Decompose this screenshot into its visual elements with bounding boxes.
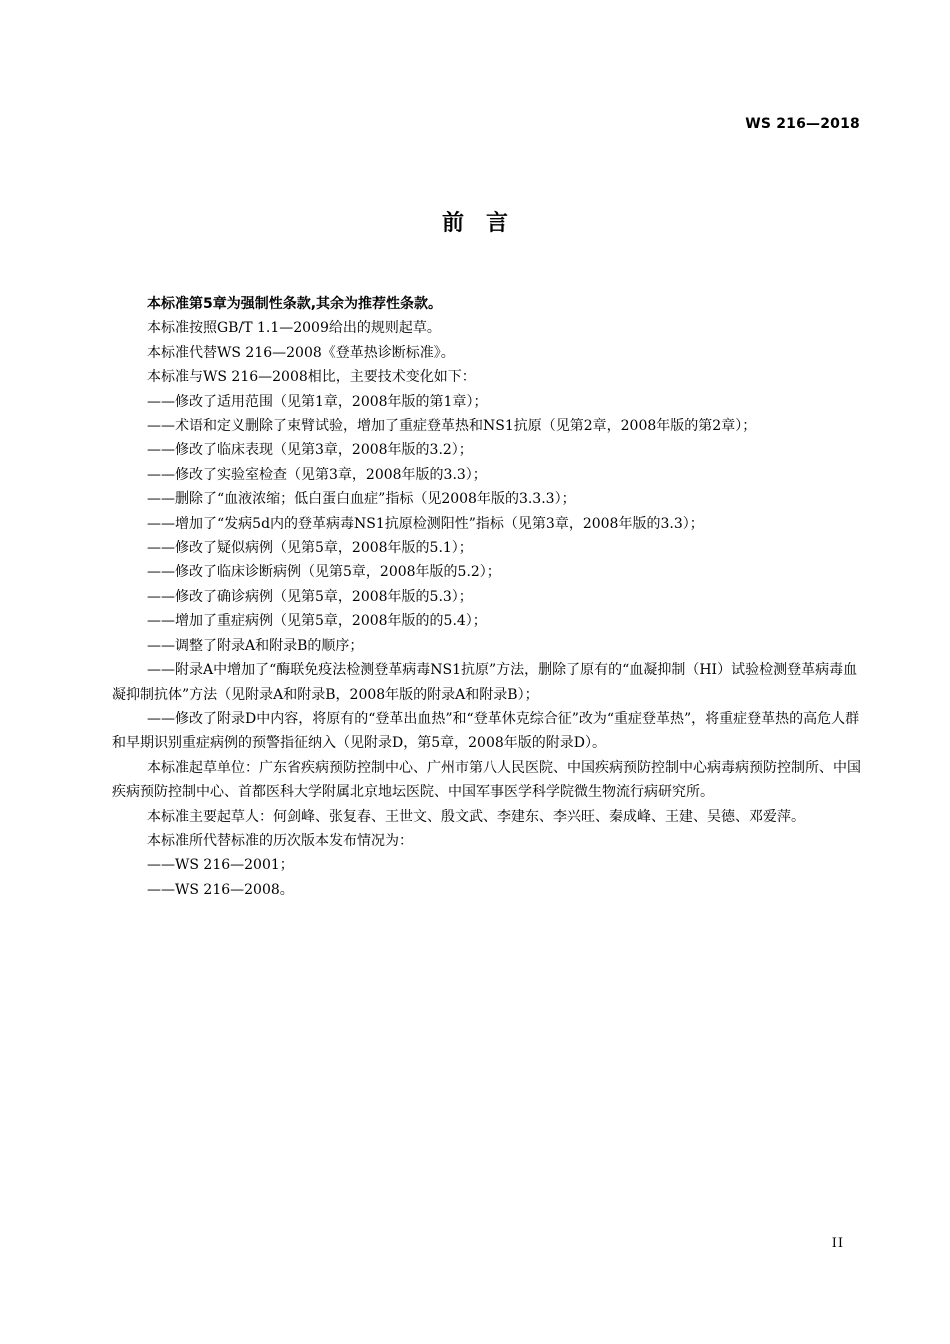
change-item: ——增加了“发病5d内的登革病毒NS1抗原检测阳性”指标（见第3章，2008年版的3.3）； <box>147 515 704 532</box>
previous-edition-item: ——WS 216—2001； <box>147 857 294 874</box>
change-item: ——修改了适用范围（见第1章，2008年版的第1章）； <box>147 393 488 410</box>
change-item: ——修改了临床诊断病例（见第5章，2008年版的5.2）； <box>147 564 501 581</box>
change-item: ——删除了“血液浓缩；低白蛋白血症”指标（见2008年版的3.3.3）； <box>147 491 576 508</box>
change-item: ——修改了实验室检查（见第3章，2008年版的3.3）； <box>147 466 487 483</box>
change-item: ——修改了附录D中内容，将原有的“登革出血热”和“登革休克综合征”改为“重症登革热”，将重症登革热的高危人群和早期识别重症病例的预警指征纳入（见附录D，第5章，2008年版的附录D）。 <box>112 710 860 752</box>
drafting-units: 本标准起草单位：广东省疾病预防控制中心、广州市第八人民医院、中国疾病预防控制中心病毒病预防控制所、中国疾病预防控制中心、首都医科大学附属北京地坛医院、中国军事医学科学院微生物流行病研究所。 <box>112 759 861 801</box>
changes-intro: 本标准与WS 216—2008相比，主要技术变化如下： <box>147 369 476 386</box>
change-item: ——附录A中增加了“酶联免疫法检测登革病毒NS1抗原”方法，删除了原有的“血凝抑制（HI）试验检测登革病毒血凝抑制抗体”方法（见附录A和附录B，2008年版的附录A和附录B）； <box>112 662 858 703</box>
change-item: ——调整了附录A和附录B的顺序； <box>147 637 364 654</box>
change-item: ——增加了重症病例（见第5章，2008年版的的5.4）； <box>147 613 487 630</box>
change-item: ——术语和定义删除了束臂试验，增加了重症登革热和NS1抗原（见第2章，2008年版的第2章）； <box>147 418 757 435</box>
previous-editions-intro: 本标准所代替标准的历次版本发布情况为： <box>147 832 413 849</box>
main-drafters: 本标准主要起草人：何剑峰、张复春、王世文、殷文武、李建东、李兴旺、秦成峰、王建、吴德、邓爱萍。 <box>147 808 805 825</box>
mandatory-clause-note: 本标准第5章为强制性条款,其余为推荐性条款。 <box>147 296 443 312</box>
change-item: ——修改了确诊病例（见第5章，2008年版的5.3）； <box>147 588 473 605</box>
standard-code: WS 216—2018 <box>745 116 860 132</box>
previous-edition-item: ——WS 216—2008。 <box>147 881 294 898</box>
change-item: ——修改了临床表现（见第3章，2008年版的3.2）； <box>147 442 473 459</box>
drafting-rule-line: 本标准按照GB/T 1.1—2009给出的规则起草。 <box>147 320 441 337</box>
replaces-line: 本标准代替WS 216—2008《登革热诊断标准》。 <box>147 344 455 361</box>
page-title: 前言 <box>441 211 530 236</box>
foreword-body <box>112 292 862 902</box>
change-item: ——修改了疑似病例（见第5章，2008年版的5.1）； <box>147 540 473 557</box>
page-number: II <box>831 1236 844 1251</box>
